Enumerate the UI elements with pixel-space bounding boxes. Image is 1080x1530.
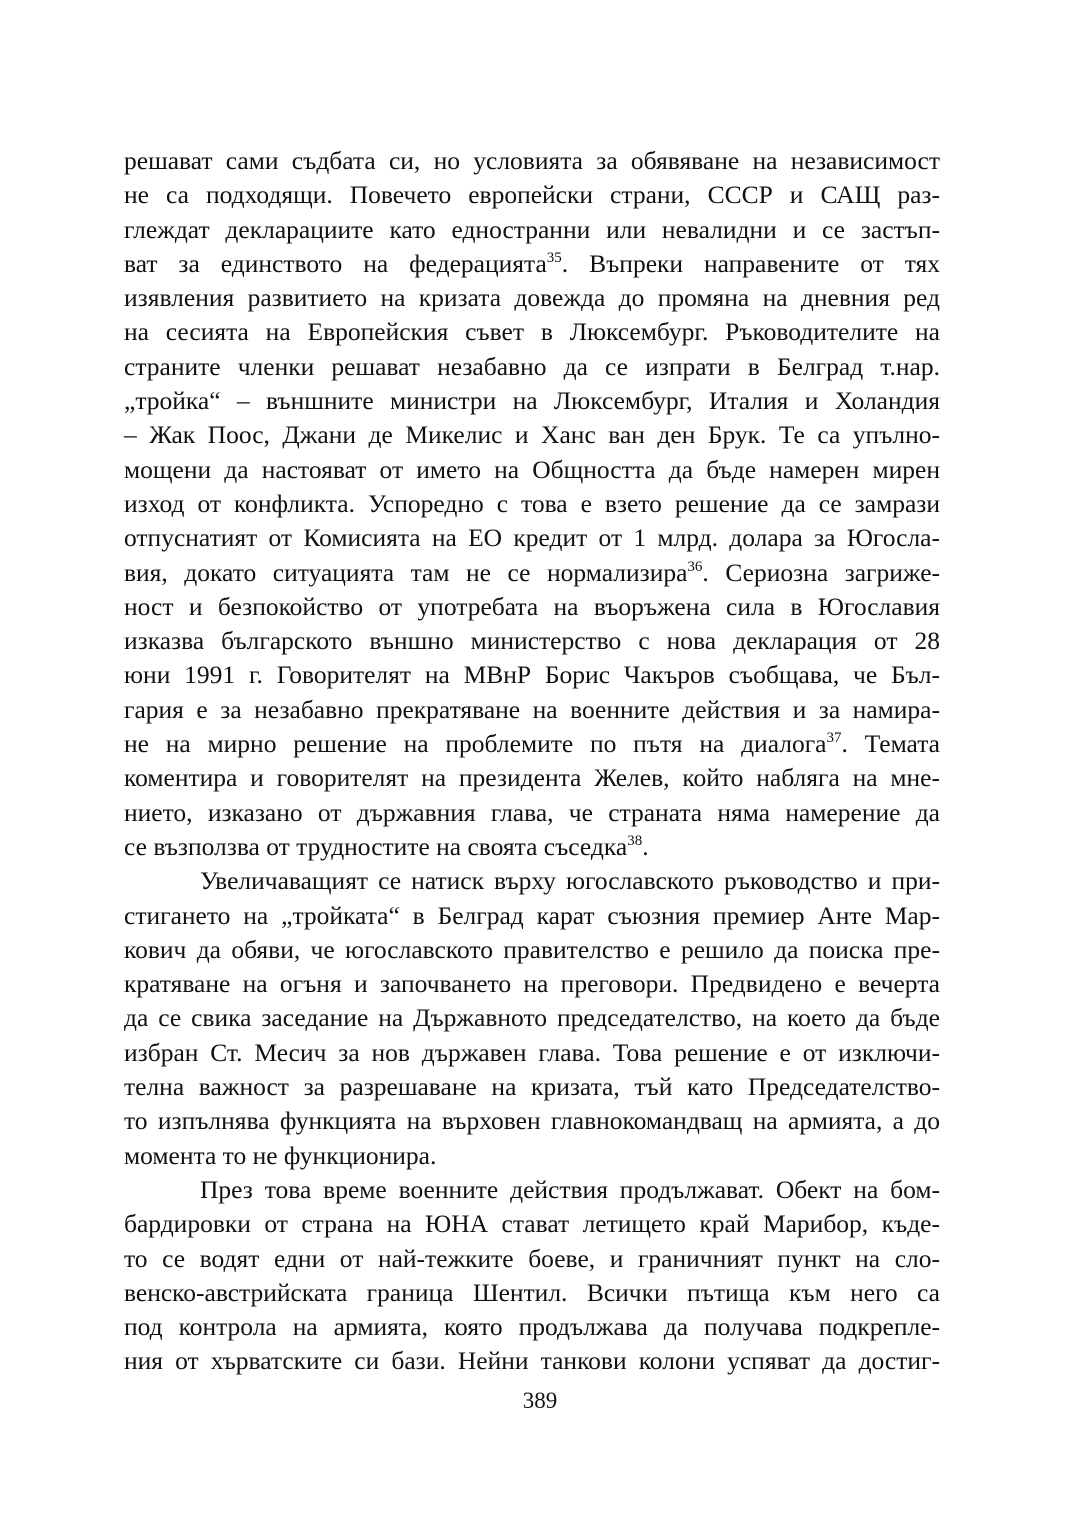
paragraph (124, 1173, 940, 1379)
line-text: момента то не функционира. (124, 1140, 437, 1170)
text-line (124, 1207, 940, 1241)
text-line (124, 1104, 940, 1138)
line-text: страните членки решават незабавно да се изпрати в Белград т.нар. (124, 351, 940, 381)
line-text: да се свика заседание на Държавното председателство, на което да бъде (124, 1003, 940, 1033)
line-text: изказва българското външно министерство с нова декларация от 28 (124, 626, 940, 656)
text-line (124, 487, 940, 521)
line-text: венско-австрийската граница Шентил. Всички пътища към него са (124, 1277, 940, 1307)
text-line (124, 1139, 940, 1173)
line-text-after-footnote: . Сериозна загриже- (702, 557, 941, 587)
line-text: – Жак Поос, Джани де Микелис и Ханс ван ден Брук. Те са упълно- (124, 420, 940, 450)
line-text: гария е за незабавно прекратяване на военните действия и за намира- (124, 694, 940, 724)
line-text: юни 1991 г. Говорителят на МВнР Борис Чакъров съобщава, че Бъл- (124, 660, 940, 690)
text-line (124, 864, 940, 898)
text-line (124, 521, 940, 555)
paragraph (124, 144, 940, 864)
line-text: мощени да настояват от името на Общността да бъде намерен мирен (124, 454, 940, 484)
text-line (124, 315, 940, 349)
text-line (124, 967, 940, 1001)
text-line (124, 899, 940, 933)
text-line (124, 144, 940, 178)
footnote-reference: 36 (687, 558, 703, 575)
text-line (124, 624, 940, 658)
line-text: не са подходящи. Повечето европейски страни, СССР и САЩ раз- (124, 180, 940, 210)
text-line (124, 830, 940, 864)
text-line (124, 1310, 940, 1344)
text-line (124, 247, 940, 281)
line-text-after-footnote: . Въпреки направените от тях (561, 248, 940, 278)
line-text: глеждат декларациите като едностранни или невалидни и се застъп- (124, 214, 940, 244)
line-text: изход от конфликта. Успоредно с това е взето решение да се замрази (124, 488, 940, 518)
line-text: коментира и говорителят на президента Желев, който набляга на мне- (124, 763, 940, 793)
line-text: се възползва от трудностите на своята съседка (124, 831, 628, 861)
page-body (124, 144, 940, 1379)
text-line (124, 281, 940, 315)
footnote-reference: 38 (627, 832, 643, 849)
footnote-reference: 37 (826, 730, 842, 747)
line-text: то се водят едни от най-тежките боеве, и граничният пункт на сло- (124, 1243, 940, 1273)
line-text: ния от хърватските си бази. Нейни танкови колони успяват да достиг- (124, 1346, 940, 1376)
line-text: ност и безпокойство от употребата на въоръжена сила в Югославия (124, 591, 940, 621)
text-line (124, 761, 940, 795)
text-line (124, 1242, 940, 1276)
text-line (124, 658, 940, 692)
line-text: под контрола на армията, която продължава да получава подкрепле- (124, 1312, 940, 1342)
line-text: През това време военните действия продължават. Обект на бом- (200, 1174, 940, 1204)
line-text: стигането на „тройката“ в Белград карат съюзния премиер Анте Мар- (124, 900, 940, 930)
text-line (124, 727, 940, 761)
line-text: ват за единството на федерацията (124, 248, 547, 278)
line-text: не на мирно решение на проблемите по пътя на диалога (124, 729, 827, 759)
text-line (124, 933, 940, 967)
line-text: изявления развитието на кризата довежда до промяна на дневния ред (124, 283, 940, 313)
line-text: кратяване на огъня и започването на преговори. Предвидено е вечерта (124, 969, 940, 999)
line-text: на сесията на Европейския съвет в Люксембург. Ръководителите на (124, 317, 940, 347)
text-line (124, 796, 940, 830)
text-line (124, 1070, 940, 1104)
line-text: нието, изказано от държавния глава, че страната няма намерение да (124, 797, 940, 827)
text-line (124, 350, 940, 384)
text-line (124, 556, 940, 590)
line-text: бардировки от страна на ЮНА стават летището край Марибор, къде- (124, 1209, 940, 1239)
text-line (124, 178, 940, 212)
text-line (124, 1036, 940, 1070)
line-text: то изпълнява функцията на върховен главнокомандващ на армията, а до (124, 1106, 940, 1136)
text-line (124, 453, 940, 487)
line-text: телна важност за разрешаване на кризата, тъй като Председателство- (124, 1072, 940, 1102)
line-text-after-footnote: . (642, 831, 649, 861)
line-text: „тройка“ – външните министри на Люксембург, Италия и Холандия (124, 386, 940, 416)
page-number: 389 (522, 1388, 558, 1413)
text-line (124, 1001, 940, 1035)
line-text: Увеличаващият се натиск върху югославското ръководство и при- (200, 866, 940, 896)
line-text: избран Ст. Месич за нов държавен глава. Това решение е от изключи- (124, 1037, 940, 1067)
paragraph (124, 864, 940, 1173)
line-text: кович да обяви, че югославското правителство е решило да поиска пре- (124, 934, 940, 964)
line-text-after-footnote: . Темата (841, 729, 940, 759)
text-line (124, 1276, 940, 1310)
footnote-reference: 35 (546, 249, 562, 266)
line-text: отпуснатият от Комисията на ЕО кредит от 1 млрд. долара за Югосла- (124, 523, 940, 553)
line-text: вия, докато ситуацията там не се нормализира (124, 557, 688, 587)
text-line (124, 1344, 940, 1378)
text-line (124, 384, 940, 418)
text-line (124, 590, 940, 624)
line-text: решават сами съдбата си, но условията за обявяване на независимост (124, 146, 940, 175)
text-line (124, 213, 940, 247)
text-line (124, 1173, 940, 1207)
text-line (124, 693, 940, 727)
text-line (124, 418, 940, 452)
